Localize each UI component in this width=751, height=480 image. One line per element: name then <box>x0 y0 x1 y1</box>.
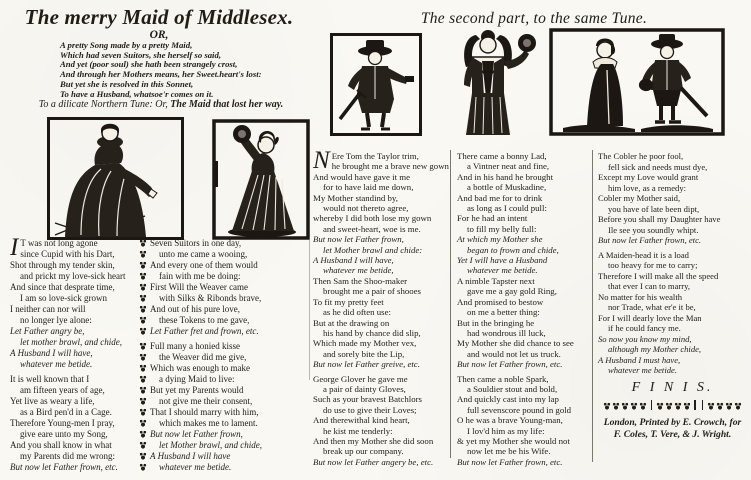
verse-line <box>139 429 312 440</box>
fleuron-icon <box>139 239 147 247</box>
verse-line: But now let Father frown, <box>313 234 404 245</box>
fleuron-icon <box>656 402 664 410</box>
verse-line: full sevenscore pound in gold <box>467 404 572 415</box>
verse-line: And since that desprate time, <box>10 282 115 292</box>
fleuron-icon <box>139 408 147 416</box>
verse-line <box>139 304 312 315</box>
stanza-column-5 <box>598 151 747 441</box>
verse-line: Such as your bravest Batchlors <box>313 394 422 405</box>
woodcut-cavalier-with-sword <box>330 33 422 136</box>
verse-line-text: Full many a honied kisse <box>150 341 240 351</box>
verse-line: And in his hand he brought <box>457 171 554 182</box>
verse-line: had wondrous ill luck, <box>467 327 546 338</box>
verse-line: Ile see you soundly whipt. <box>608 224 699 235</box>
argument-line: Which had seven Suitors, she herself so said, <box>60 49 221 60</box>
verse-line: But now let Father frown, etc. <box>10 462 118 472</box>
verse-line: let mother brawl, and chide, <box>20 337 122 347</box>
verse-line-text: not give me their consent, <box>159 396 253 406</box>
verse-line: for to have laid me down, <box>323 182 414 193</box>
verse-line <box>139 271 312 282</box>
verse-line-text: Let Father fret and frown, etc. <box>150 326 259 336</box>
verse-line <box>139 352 312 363</box>
fleuron-icon <box>139 463 147 471</box>
verse-line <box>139 418 312 429</box>
verse-line: a Vintner neat and fine, <box>467 161 550 172</box>
verse-line: and sweet-heart, woe is me. <box>323 223 421 234</box>
woodcut-lady-with-fan <box>212 119 310 240</box>
verse-line: At which my Mother she <box>457 234 543 245</box>
verse-line: would not thereto agree, <box>323 203 409 214</box>
verse-line: Therefore I will make all the speed <box>598 270 719 281</box>
or-label: OR, <box>149 29 169 41</box>
verse-line <box>139 249 312 260</box>
verse-line: But now let Father frown, etc. <box>598 235 702 245</box>
verse-line: I neither can nor will <box>10 304 86 314</box>
verse-line: as long as I could pull: <box>467 203 547 214</box>
verse-line: began to frown and chide, <box>467 244 559 255</box>
verse-line: It is well known that I <box>10 374 90 384</box>
fleuron-icon <box>139 305 147 313</box>
argument-line: But yet she is resolved in this Sonnet, <box>60 78 194 89</box>
woodcut-courting-couple <box>549 28 725 136</box>
verse-line: to fill my belly full: <box>467 223 537 234</box>
fleuron-icon <box>621 402 629 410</box>
fleuron-icon <box>139 272 147 280</box>
verse-line: Before you shall my Daughter have <box>598 214 721 224</box>
imprint-line: F. Coles, T. Vere, & J. Wright. <box>613 428 732 440</box>
verse-line: & yet my Mother she would not <box>457 435 570 446</box>
verse-line: But now let Father greive, etc. <box>313 359 420 370</box>
verse-line-text: But yet my Parents would <box>150 385 244 395</box>
verse-line: But now let Father frown, etc. <box>457 456 563 467</box>
fleuron-icon <box>694 400 696 410</box>
verse-line: now let me be his Wife. <box>467 446 551 457</box>
verse-line: So now you know my mind, <box>598 333 692 344</box>
fleuron-icon <box>612 402 620 410</box>
verse-line-text: fain with me be doing: <box>159 271 241 281</box>
woodcut-lady-with-fan-image <box>212 119 310 240</box>
fleuron-icon <box>139 397 147 405</box>
verse-line-text: And every one of them would <box>150 260 258 270</box>
fleuron-icon <box>707 402 715 410</box>
verse-line <box>139 341 312 352</box>
verse-line: Shot through my tender skin, <box>10 260 115 270</box>
verse-line: No matter for his wealth <box>598 291 683 302</box>
verse-line: To fit my pretty feet <box>313 296 384 307</box>
dropcap-initial: I <box>10 234 19 261</box>
verse-line: But now let Father frown, etc. <box>457 359 563 370</box>
verse-line-text: Which was enough to make <box>150 363 250 373</box>
verse-line: For I will dearly love the Man <box>598 312 702 323</box>
verse-line: Except my Love would grant <box>598 172 699 182</box>
verse-lines <box>313 147 449 467</box>
verse-line-text: with Silks & Ribonds brave, <box>159 293 262 303</box>
verse-line: brought me a pair of shooes <box>323 286 421 297</box>
verse-line: his hand by chance did slip, <box>323 327 421 338</box>
verse-line: too heavy for me to carry; <box>608 260 698 270</box>
verse-line <box>139 363 312 374</box>
verse-line-text: That I should marry with him, <box>150 407 259 417</box>
verse-line: Cobler my Mother said, <box>598 193 681 203</box>
verse-line: And bad me for to drink <box>457 192 543 203</box>
verse-line: Therefore Young-men I pray, <box>10 418 115 428</box>
woodcut-cavalier-image <box>330 33 422 136</box>
verse-line-text: And out of his pure love, <box>150 304 240 314</box>
verse-line-text: Seven Suitors in one day, <box>150 238 242 248</box>
verse-line-text: whatever me betide. <box>159 462 232 472</box>
tune-prefix: To a dilicate Northern Tune: Or, <box>38 99 171 110</box>
imprint-line: London, Printed by E. Crowch, for <box>603 416 742 428</box>
verse-line: he brought me a brave new gown <box>331 161 449 172</box>
verse-line: Ere Tom the Taylor trim, <box>331 151 419 161</box>
verse-line: My Mother standind by, <box>313 192 398 203</box>
verse-line: he kist me tenderly: <box>323 425 393 436</box>
argument-line: A pretty Song made by a pretty Maid, <box>60 40 193 50</box>
verse-line: For he had an intent <box>457 213 528 224</box>
verse-line: since Cupid with his Dart, <box>20 249 115 259</box>
woodcut-couple-image <box>549 28 725 136</box>
fleuron-icon <box>139 430 147 438</box>
verse-line: But at the drawing on <box>313 317 390 328</box>
woodcut-lady-gesturing-image <box>47 117 185 240</box>
verse-line: And therewithal kind heart, <box>313 415 410 426</box>
second-part-title: The second part, to the same Tune. <box>420 10 648 27</box>
woodcut-gallant-with-posy <box>438 27 538 139</box>
verse-line-text: First Will the Weaver came <box>150 282 249 292</box>
tune-title: The Maid that lost her way. <box>170 99 284 110</box>
fleuron-icon <box>139 375 147 383</box>
verse-line <box>139 451 312 462</box>
verse-line-text: a dying Maid to live: <box>159 374 235 384</box>
verse-line: T was not long agone <box>20 238 98 248</box>
fleuron-icon <box>139 353 147 361</box>
verse-lines <box>457 151 588 467</box>
verse-line <box>139 440 312 451</box>
woodcut-lady-gesturing <box>47 117 185 240</box>
fleuron-icon <box>683 402 691 410</box>
fleuron-icon <box>139 452 147 460</box>
verse-line: A nimble Tapster next <box>457 275 535 286</box>
verse-line-text: A Husband I will have <box>150 451 231 461</box>
verse-line: Let Father angry be, <box>10 326 85 336</box>
verse-line <box>139 238 312 249</box>
verse-line: Then Sam the Shoo-maker <box>313 275 408 286</box>
verse-line: break up our company. <box>323 446 404 457</box>
tune-direction <box>6 99 316 110</box>
verse-line: whatever me betide, <box>323 265 394 276</box>
verse-line-text: But now let Father frown, <box>150 429 243 439</box>
verse-line: I lov'd him as my life: <box>467 425 545 436</box>
verse-line: My Mother she did chance to see <box>457 338 574 349</box>
verse-line <box>139 374 312 385</box>
fleuron-icon <box>725 402 733 410</box>
verse-line: And you shall know in what <box>10 440 112 450</box>
fleuron-icon <box>630 402 638 410</box>
verse-line: as he did often use: <box>323 307 391 318</box>
verse-line: on me a better thing: <box>467 307 540 318</box>
verse-line: gave me a gay gold Ring, <box>467 286 557 297</box>
verse-line: And then my Mother she did soon <box>313 435 434 446</box>
verse-line: George Glover he gave me <box>313 373 408 384</box>
verse-line: And promised to bestow <box>457 296 544 307</box>
verse-line: and prickt my love-sick heart <box>20 271 126 281</box>
fleuron-icon <box>639 402 647 410</box>
verse-line: do use to give their Loves; <box>323 404 417 415</box>
verse-line: I am so love-sick grown <box>20 293 107 303</box>
fleuron-icon <box>139 250 147 258</box>
argument-verse <box>60 41 316 99</box>
verse-line: if he could fancy me. <box>608 323 681 333</box>
verse-line: Yet live as weary a life, <box>10 396 95 406</box>
verse-line: A Husband I will have, <box>313 255 394 266</box>
verse-line: But in the bringing he <box>457 317 535 328</box>
verse-line: a pair of dainty Gloves, <box>323 383 406 394</box>
verse-line: And would have gave it me <box>313 171 410 182</box>
verse-line: am fifteen years of age, <box>20 385 105 395</box>
verse-line: as a Bird pen'd in a Cage. <box>20 407 112 417</box>
verse-line: A Husband I must have, <box>598 354 681 365</box>
verse-line: There came a bonny Lad, <box>457 151 547 161</box>
argument-line: To have a Husband, whatsoe'r comes on it. <box>60 88 214 99</box>
finis-label: F I N I S. <box>631 379 714 395</box>
fleuron-icon <box>139 294 147 302</box>
fleuron-icon <box>139 364 147 372</box>
argument-line: And through her Mothers means, her Sweet.heart's lost: <box>60 69 262 80</box>
fleuron-icon <box>702 400 704 410</box>
ballad-title: The merry Maid of Middlesex. <box>24 5 294 29</box>
stanza-column-1 <box>10 234 136 473</box>
verse-line: give eare unto my Song, <box>20 429 108 439</box>
verse-line: him love, as a remedy: <box>608 182 687 193</box>
fleuron-icon <box>139 261 147 269</box>
verse-line: And quickly cast into my lap <box>457 394 559 405</box>
fleuron-icon <box>651 400 653 410</box>
verse-line: that ever I can to marry, <box>608 281 690 291</box>
verse-lines <box>139 238 312 473</box>
woodcut-gallant-image <box>438 27 538 139</box>
fleuron-icon <box>665 402 673 410</box>
verse-line: no longer lye alone: <box>20 315 92 325</box>
verse-lines <box>10 234 136 473</box>
verse-line: A Maiden-head it is a load <box>598 249 689 260</box>
verse-line: Which made my Mother vex, <box>313 338 417 349</box>
verse-line: whatever me betide. <box>608 365 677 375</box>
verse-line: although my Mother chide, <box>608 344 702 354</box>
verse-line: whereby I did both lose my gown <box>313 213 432 224</box>
fleuron-icon <box>734 402 742 410</box>
fleuron-icon <box>139 316 147 324</box>
verse-line: whatever me betide. <box>20 359 93 369</box>
verse-line <box>139 282 312 293</box>
verse-line: Yet I will have a Husband <box>457 255 548 266</box>
verse-line <box>139 462 312 473</box>
verse-line: whatever me betide. <box>467 265 538 276</box>
verse-line: and would not let us truck. <box>467 348 561 359</box>
argument-line: And yet (poor soul) she hath been strangely crost, <box>60 59 238 70</box>
verse-line <box>139 385 312 396</box>
verse-line <box>139 326 312 337</box>
column-rule <box>592 150 593 462</box>
verse-line: let Mother brawl and chide: <box>323 244 423 255</box>
verse-line: a Souldier stout and bold, <box>467 383 558 394</box>
imprint <box>598 417 747 441</box>
fleuron-icon <box>716 402 724 410</box>
verse-lines <box>598 151 747 376</box>
fleuron-icon <box>674 402 682 410</box>
dropcap-initial: N <box>313 147 330 174</box>
column-rule <box>450 150 451 458</box>
verse-line-text: which makes me to lament. <box>159 418 258 428</box>
stanza-column-3 <box>313 147 449 467</box>
fleuron-icon <box>139 327 147 335</box>
verse-line-text: these Tokens to me gave, <box>159 315 250 325</box>
fleuron-icon <box>139 342 147 350</box>
verse-line <box>139 315 312 326</box>
verse-line: A Husband I will have, <box>10 348 93 358</box>
verse-line-text: let Mother brawl, and chide, <box>159 440 262 450</box>
verse-line: But now let Father angery be, etc. <box>313 456 434 467</box>
fleuron-icon <box>139 386 147 394</box>
ornament-row <box>598 400 747 412</box>
verse-line <box>139 293 312 304</box>
verse-line: Then came a noble Spark, <box>457 373 549 384</box>
fleuron-icon <box>139 419 147 427</box>
verse-line <box>139 407 312 418</box>
fleuron-icon <box>139 441 147 449</box>
stanza-column-2 <box>139 238 312 473</box>
stanza-column-4 <box>457 151 588 467</box>
verse-line-text: the Weaver did me give, <box>159 352 247 362</box>
verse-line <box>139 396 312 407</box>
fleuron-icon <box>139 283 147 291</box>
verse-line: fell sick and needs must dye, <box>608 161 708 172</box>
verse-line: you have of late been dipt, <box>608 203 700 214</box>
verse-line-text: unto me came a wooing, <box>159 249 248 259</box>
verse-line: O he was a brave Young-man, <box>457 415 563 426</box>
verse-line: The Cobler he poor fool, <box>598 151 684 161</box>
verse-line: a bottle of Muskadine, <box>467 182 547 193</box>
verse-line: and sorely bite the Lip, <box>323 348 405 359</box>
verse-line: nor Trade, what er'e it be, <box>608 302 696 312</box>
verse-line <box>139 260 312 271</box>
fleuron-icon <box>603 402 611 410</box>
verse-line: my Parents did me wrong: <box>20 451 115 461</box>
